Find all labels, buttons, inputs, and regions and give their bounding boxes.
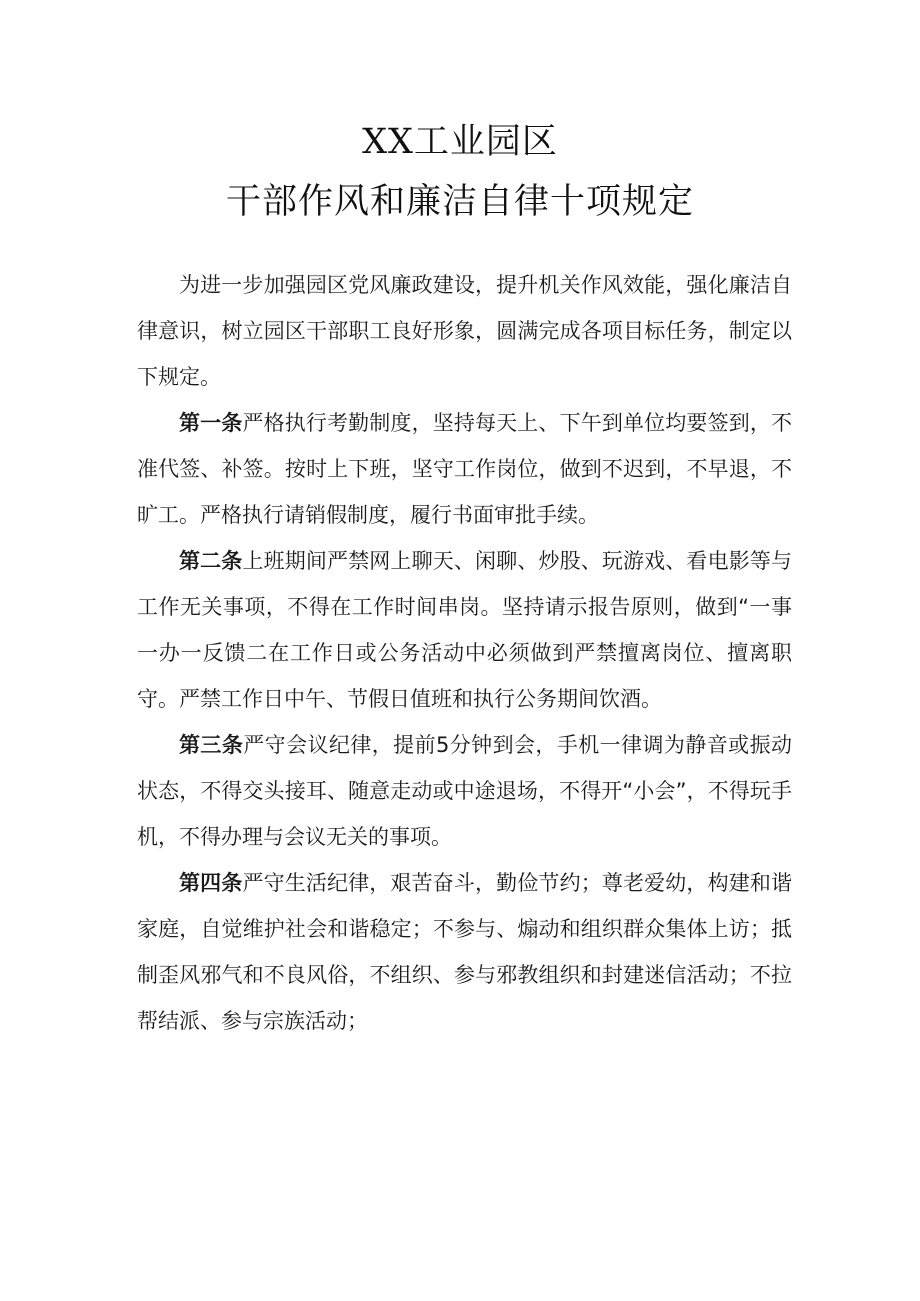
- article-2-text: 上班期间严禁网上聊天、闲聊、炒股、玩游戏、看电影等与工作无关事项，不得在工作时间串岗。坚持请示报告原则，做到“一事一办一反馈二在工作日或公务活动中必须做到严禁擅离岗位、擅离职守。严禁工作日中午、节假日值班和执行公务期间饮酒。: [137, 549, 793, 711]
- article-3-label: 第三条: [179, 733, 244, 757]
- article-3-text: 严守会议纪律，提前5分钟到会，手机一律调为静音或振动状态，不得交头接耳、随意走动或中途退场，不得开“小会”，不得玩手机，不得办理与会议无关的事项。: [137, 733, 793, 849]
- article-1-text: 严格执行考勤制度，坚持每天上、下午到单位均要签到，不准代签、补签。按时上下班，坚守工作岗位，做到不迟到，不早退，不旷工。严格执行请销假制度，履行书面审批手续。: [137, 411, 793, 527]
- article-4-label: 第四条: [179, 871, 243, 895]
- article-1-label: 第一条: [179, 411, 243, 435]
- intro-paragraph: 为进一步加强园区党风廉政建设，提升机关作风效能，强化廉洁自律意识，树立园区干部职工良好形象，圆满完成各项目标任务，制定以下规定。: [137, 273, 792, 389]
- article-4-text: 严守生活纪律，艰苦奋斗，勤俭节约；尊老爱幼，构建和谐家庭，自觉维护社会和谐稳定；不参与、煽动和组织群众集体上访；抵制歪风邪气和不良风俗，不组织、参与邪教组织和封建迷信活动；不拉帮结派、参与宗族活动；: [137, 871, 793, 1033]
- document-title: [0, 112, 920, 232]
- document-body: [137, 262, 792, 1044]
- article-4-paragraph: [137, 860, 792, 1044]
- title-line-regulation-name: 干部作风和廉洁自律十项规定: [225, 182, 694, 222]
- article-1-paragraph: [137, 400, 792, 538]
- article-2-label: 第二条: [179, 549, 243, 573]
- article-3-paragraph: [137, 722, 792, 860]
- article-2-paragraph: [137, 538, 792, 722]
- title-line-park-name: XX工业园区: [362, 122, 558, 162]
